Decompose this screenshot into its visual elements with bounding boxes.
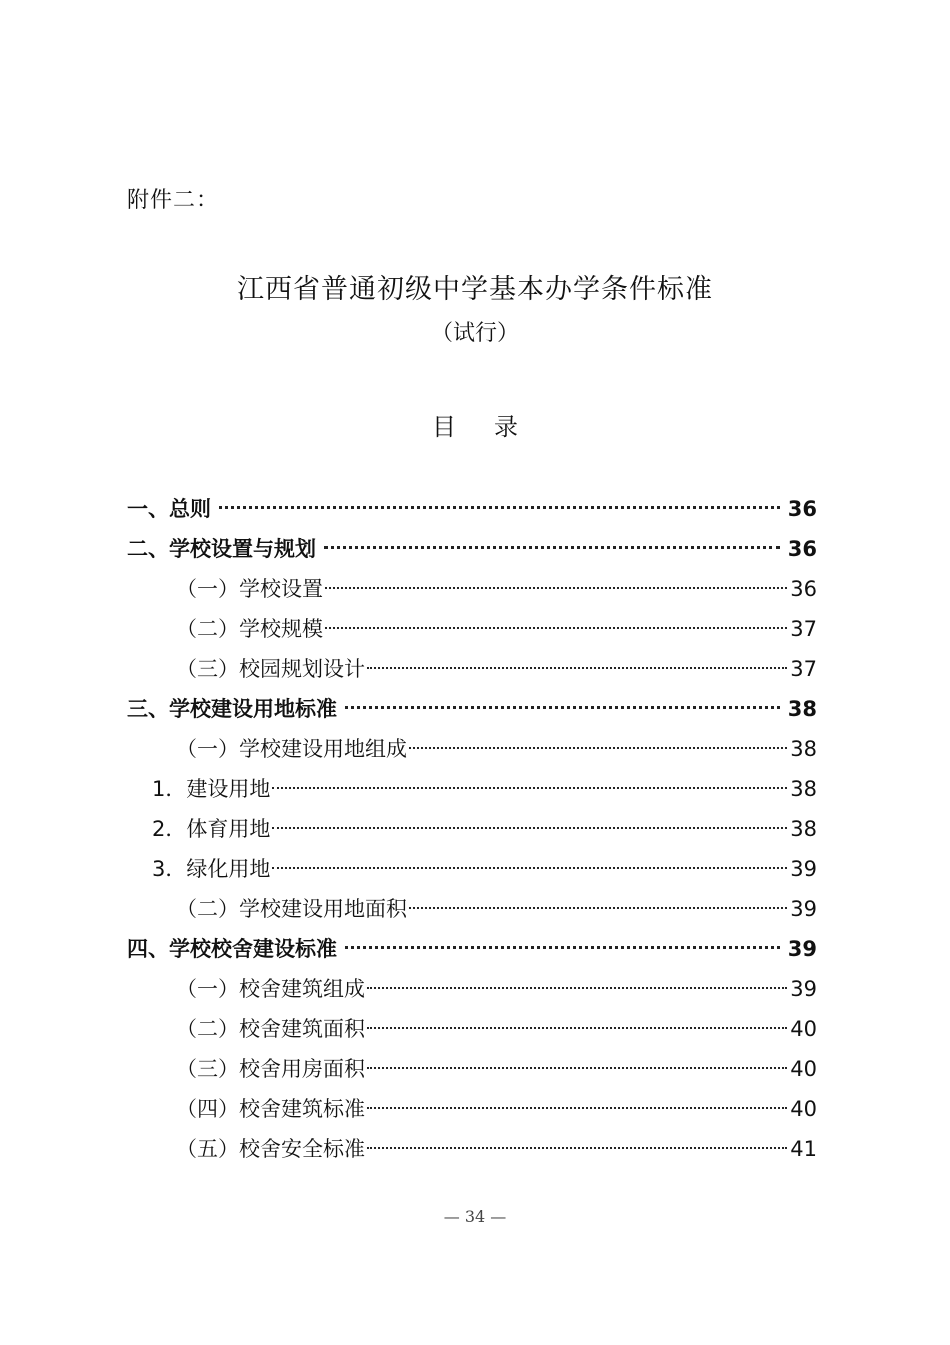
toc-entry[interactable] xyxy=(127,529,817,569)
toc-entry-page-number: 40 xyxy=(790,1097,817,1121)
toc-entry-page-number: 37 xyxy=(790,657,817,681)
toc-dot-leader xyxy=(367,987,787,989)
toc-entry-page-number: 36 xyxy=(787,497,817,521)
toc-entry-page-number: 37 xyxy=(790,617,817,641)
attachment-label: 附件二： xyxy=(127,188,220,213)
toc-dot-leader xyxy=(367,1107,787,1109)
toc-entry-label: 1．建设用地 xyxy=(152,777,271,801)
toc-entry[interactable] xyxy=(127,889,817,929)
toc-entry-page-number: 39 xyxy=(787,937,817,961)
document-subtitle: （试行） xyxy=(430,321,519,346)
document-title: 江西省普通初级中学基本办学条件标准 xyxy=(237,274,713,305)
toc-entry[interactable] xyxy=(127,689,817,729)
toc-entry-page-number: 41 xyxy=(790,1137,817,1161)
toc-entry[interactable] xyxy=(127,849,817,889)
toc-entry-label: （五）校舍安全标准 xyxy=(176,1137,365,1161)
table-of-contents xyxy=(127,489,817,1169)
toc-dot-leader xyxy=(409,747,787,749)
toc-entry[interactable] xyxy=(127,569,817,609)
toc-dot-leader xyxy=(409,907,787,909)
toc-entry-label: （一）学校设置 xyxy=(176,577,323,601)
toc-entry-label: （二）学校规模 xyxy=(176,617,323,641)
toc-entry-label: 3．绿化用地 xyxy=(152,857,271,881)
toc-entry[interactable] xyxy=(127,1129,817,1169)
toc-dot-leader xyxy=(219,506,780,509)
toc-dot-leader xyxy=(367,1147,787,1149)
toc-dot-leader xyxy=(367,1067,787,1069)
toc-dot-leader xyxy=(272,867,787,869)
toc-entry-page-number: 38 xyxy=(790,817,817,841)
toc-entry[interactable] xyxy=(127,1049,817,1089)
toc-entry-label: （四）校舍建筑标准 xyxy=(176,1097,365,1121)
toc-entry-page-number: 38 xyxy=(790,777,817,801)
toc-entry-label: 二、学校设置与规划 xyxy=(127,537,316,561)
toc-entry-page-number: 36 xyxy=(787,537,817,561)
toc-entry-label: （三）校舍用房面积 xyxy=(176,1057,365,1081)
toc-entry-label: 一、总则 xyxy=(127,497,211,521)
toc-entry[interactable] xyxy=(127,649,817,689)
toc-heading: 目录 xyxy=(432,413,556,441)
toc-entry[interactable] xyxy=(127,1009,817,1049)
toc-entry-label: （三）校园规划设计 xyxy=(176,657,365,681)
toc-entry-label: 四、学校校舍建设标准 xyxy=(127,937,337,961)
toc-dot-leader xyxy=(272,787,787,789)
toc-entry[interactable] xyxy=(127,809,817,849)
toc-entry-page-number: 40 xyxy=(790,1017,817,1041)
toc-entry-page-number: 39 xyxy=(790,897,817,921)
toc-entry[interactable] xyxy=(127,609,817,649)
toc-entry-label: （一）校舍建筑组成 xyxy=(176,977,365,1001)
toc-dot-leader xyxy=(325,587,787,589)
toc-dot-leader xyxy=(345,946,780,949)
toc-entry-page-number: 39 xyxy=(790,977,817,1001)
toc-dot-leader xyxy=(367,667,787,669)
toc-entry-label: 2．体育用地 xyxy=(152,817,271,841)
toc-entry-page-number: 38 xyxy=(790,737,817,761)
toc-entry[interactable] xyxy=(127,769,817,809)
toc-entry[interactable] xyxy=(127,969,817,1009)
toc-entry-page-number: 36 xyxy=(790,577,817,601)
toc-entry[interactable] xyxy=(127,1089,817,1129)
toc-entry-label: （二）学校建设用地面积 xyxy=(176,897,407,921)
toc-entry[interactable] xyxy=(127,729,817,769)
toc-dot-leader xyxy=(325,627,787,629)
toc-entry-label: （二）校舍建筑面积 xyxy=(176,1017,365,1041)
toc-entry[interactable] xyxy=(127,929,817,969)
page-number-footer: — 34 — xyxy=(443,1207,507,1226)
toc-dot-leader xyxy=(272,827,787,829)
toc-entry-page-number: 38 xyxy=(787,697,817,721)
toc-entry[interactable] xyxy=(127,489,817,529)
toc-dot-leader xyxy=(324,546,780,549)
toc-entry-page-number: 40 xyxy=(790,1057,817,1081)
toc-entry-label: 三、学校建设用地标准 xyxy=(127,697,337,721)
toc-entry-page-number: 39 xyxy=(790,857,817,881)
toc-dot-leader xyxy=(367,1027,787,1029)
toc-dot-leader xyxy=(345,706,780,709)
toc-entry-label: （一）学校建设用地组成 xyxy=(176,737,407,761)
